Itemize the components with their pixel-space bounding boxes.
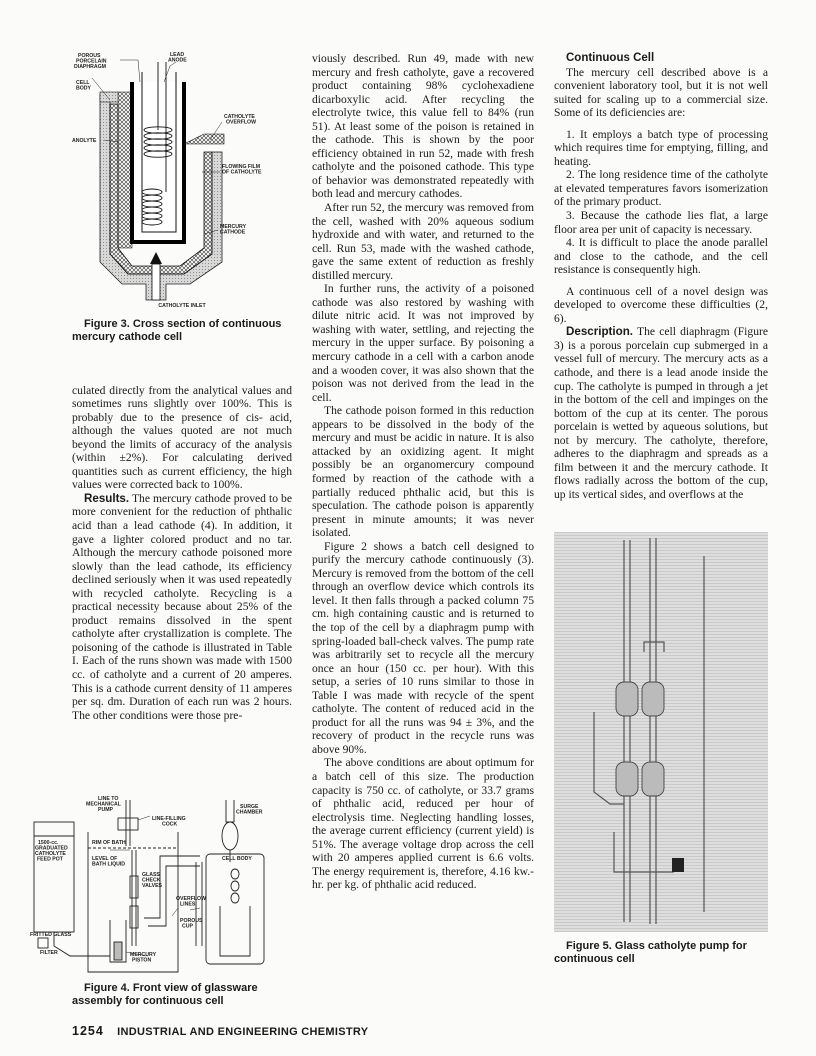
col2-paragraph-1: viously described. Run 49, made with new mercury and fresh catholyte, gave a recovered product containing 98% cyclohexadiene dicarboxylic acid. After recycling the electrolyte twice, this value fell to 84% (run 51). At least some of the poison is retained in the cathode. This is shown by the poor efficiency obtained in run 52, made with fresh catholyte and the poisoned cathode. This type of behavior was demonstrated repeatedly with both lead and mercury cathodes. [312,52,534,201]
figure-5 [554,532,768,966]
fig3-label-catholyte: CATHOLYTE [224,114,255,120]
fig4-label-line-filling: LINE-FILLING [152,816,186,823]
fig4-label-graduated: GRADUATED [35,845,68,852]
deficiency-item-2: 2. The long residence time of the catholyte at elevated temperatures favors isomerization of the primary product. [554,168,768,209]
fig3-label-cathode: CATHODE [220,229,246,236]
fig4-label-check: CHECK [142,877,161,884]
fig3-label-of-catholyte: OF CATHOLYTE [222,169,262,176]
figure-5-photo [554,532,768,932]
fig4-label-feed-volume: 1500-cc. [38,840,59,847]
fig4-label-overflow: OVERFLOW [176,896,206,903]
fig4-label-filter: FILTER [40,950,58,957]
figure-4 [30,796,292,1008]
fig3-label-lead: LEAD [170,52,185,58]
journal-name: INDUSTRIAL AND ENGINEERING CHEMISTRY [117,1026,369,1038]
fig4-label-valves: VALVES [142,883,162,890]
fig4-label-porous: POROUS [180,918,203,925]
col3-paragraph-2: A continuous cell of a novel design was developed to overcome these difficulties (2, 6). [554,284,768,325]
fig4-label-feed-pot: FEED POT [37,856,63,863]
fig4-label-cell-body: CELL BODY [222,856,252,863]
figure-4-caption: Figure 4. Front view of glassware assembly for continuous cell [72,982,258,1008]
col2-paragraph-3: In further runs, the activity of a poisoned cathode was also restored by washing with dilute nitric acid. It was not improved by washing with water, settling, and rejecting the mercury in the upper surface. By poisoning a mercury cathode in a cell with a carbon anode and a wooden cover, it was also shown that the poison was not derived from the lead in the cell. [312,282,534,404]
fig3-label-body: BODY [76,85,91,92]
col2-paragraph-2: After run 52, the mercury was removed from the cell, washed with 20% aqueous sodium hydroxide and with water, and returned to the cell. Run 53, made with the washed cathode, gave the same extent of reduction as freshly distilled mercury. [312,201,534,282]
fig4-label-surge: SURGE [240,804,259,811]
fig3-label-inlet: CATHOLYTE INLET [158,303,206,309]
fig4-label-piston: PISTON [132,957,152,964]
results-heading: Results. [84,491,130,505]
fig4-label-mechanical: MECHANICAL [86,801,121,808]
fig3-label-anolyte: ANOLYTE [72,138,97,144]
fig4-label-lines: LINES [180,901,196,908]
col1-paragraph-1: culated directly from the analytical values and sometimes runs slightly over 100%. This is probably due to the presence of cis- acid, although the values quoted are not much beyond the limits of accuracy of the analysis (within ±2%). For calculating derived quantities such as current efficiency, the high values were corrected back to 100%. [72,383,292,492]
fig3-label-anode: ANODE [168,57,187,64]
column-middle [312,52,534,892]
fig4-label-catholyte: CATHOLYTE [35,851,66,858]
figure-3-cell-diagram [72,52,292,302]
figure-3-caption: Figure 3. Cross section of continuous mercury cathode cell [72,317,282,343]
fig4-label-level-of: LEVEL OF [92,856,118,863]
page-footer [72,1024,368,1038]
fig3-label-porcelain: PORCELAIN [76,58,107,65]
fig4-label-mercury: MERCURY [130,952,157,959]
fig4-label-pump: PUMP [98,807,113,814]
deficiency-item-4: 4. It is difficult to place the anode parallel and close to the cathode, and the cell resistance is consequently high. [554,236,768,277]
col2-paragraph-6: The above conditions are about optimum for a batch cell of this size. The production capacity is 750 cc. of catholyte, or 33.7 grams of phthalic acid, reduced per hour of electrolysis time. Neglecting handling losses, the average current efficiency (current yield) is 51%. The average voltage drop across the cell with 20 amperes applied current is 6.6 volts. The energy requirement is, therefore, 4.16 kw.-hr. per kg. of phthalic acid reduced. [312,756,534,892]
fig4-label-bath-liquid: BATH LIQUID [92,861,126,868]
fig4-label-cock: COCK [162,821,178,828]
fig4-label-line-to: LINE TO [98,796,119,803]
section-heading-continuous-cell: Continuous Cell [566,52,655,64]
fig3-label-porous: POROUS [78,53,101,59]
fig3-label-flowing-film: FLOWING FILM [222,164,261,170]
figure-5-caption: Figure 5. Glass catholyte pump for continuous cell [554,939,747,965]
fig4-label-fritted-glass: FRITTED GLASS [30,932,72,939]
fig3-label-diaphragm: DIAPHRAGM [74,64,106,70]
description-heading: Description. [566,325,633,339]
figure-4-glassware-diagram [30,796,292,974]
page-number: 1254 [72,1024,104,1038]
fig4-label-glass: GLASS [142,872,160,879]
col2-paragraph-5: Figure 2 shows a batch cell designed to purify the mercury cathode continuously (3). Mercury is removed from the bottom of the cell through an overflow device which controls its level. It then falls through a packed column 75 cm. high containing caustic and is returned to the top of the cell by a diaphragm pump with spring-loaded ball-check valves. The pump rate was arbitrarily set to recycle all the mercury once an hour (150 cc. per hour). With this setup, a series of 10 runs similar to those in Table I was made with recycle of the spent catholyte. The content of reduced acid in the product for all the runs was 94 ± 3%, and the recovery of product in the recycle runs was above 90%. [312,539,534,756]
fig4-label-chamber: CHAMBER [236,809,263,816]
figure-3 [72,52,292,344]
col2-paragraph-4: The cathode poison formed in this reduction appears to be dissolved in the body of the mercury and must be acidic in nature. It is also attacked by an oxidizing agent. It might possibly be an organomercury compound formed by reaction of the cathode with a partially reduced phthalic acid, but this is speculation. The cathode poison is apparently present in minute amounts; it was never isolated. [312,404,534,540]
fig4-label-rim-of-bath: RIM OF BATH [92,840,126,847]
fig3-label-overflow: OVERFLOW [226,119,256,126]
column-left [30,52,292,1008]
col3-paragraph-1: The mercury cell described above is a convenient laboratory tool, but it is not well suited for scaling up to a commercial size. Some of its deficiencies are: [554,65,768,120]
fig3-label-mercury: MERCURY [220,224,247,230]
fig3-label-cell: CELL [76,80,90,86]
fig4-label-cup: CUP [182,923,193,930]
column-right [554,52,768,966]
deficiency-item-1: 1. It employs a batch type of processing which requires time for emptying, filling, and heating. [554,127,768,168]
deficiency-item-3: 3. Because the cathode lies flat, a large floor area per unit of capacity is necessary. [554,209,768,236]
col1-paragraph-2: The mercury cathode proved to be more convenient for the reduction of phthalic acid than a lead cathode (4). In addition, it gave a lighter colored product and no tar. Although the mercury cathode poisoned more slowly than the lead cathode, its efficiency declined seriously when it was used repeatedly with recycled catholyte. Recycling is a practical necessity because about 25% of the product remains dissolved in the spent catholyte after crystallization is complete. The poisoning of the cathode is illustrated in Table I. Each of the runs shown was made with 1500 cc. of catholyte and a current of 20 amperes. This is a cathode current density of 11 amperes per sq. dm. Duration of each run was 2 hours. The other conditions were those pre- [72,491,292,722]
col3-paragraph-3: The cell diaphragm (Figure 3) is a porous porcelain cup submerged in a vessel full of mercury. The mercury acts as a cathode, and there is a lead anode inside the cup. The catholyte is pumped in through a jet in the bottom of the cell and impinges on the bottom of the cup at its center. The porous porcelain is wetted by aqueous solutions, but not by mercury. The catholyte, therefore, adheres to the diaphragm and spreads as a film between it and the mercury cathode. It flows radially across the bottom of the cup, up its vertical sides, and overflows at the [554,325,768,501]
